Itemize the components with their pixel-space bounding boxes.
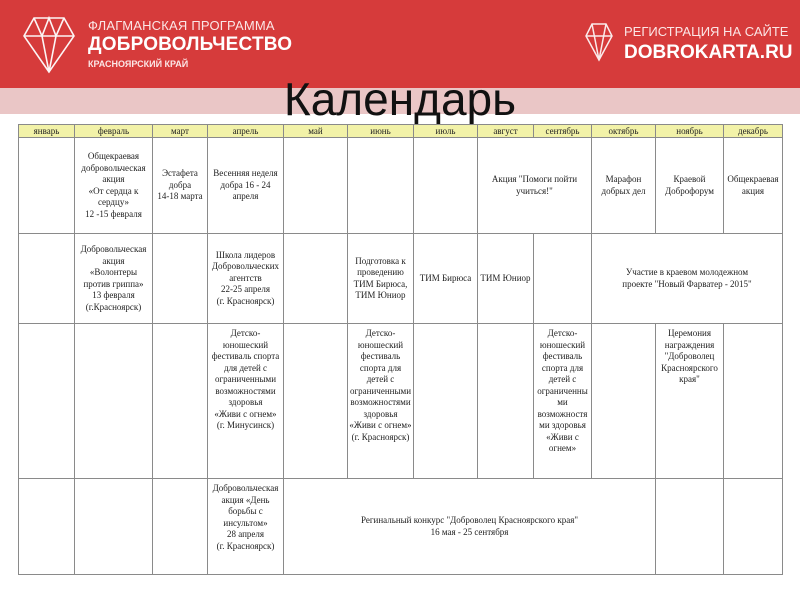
event-text-line: акция xyxy=(741,185,765,196)
empty-cell xyxy=(75,324,153,479)
event-text-line: Общекраевая xyxy=(87,151,140,161)
brand-block xyxy=(88,18,292,69)
empty-cell xyxy=(284,324,348,479)
event-cell xyxy=(153,138,208,234)
event-text-line: ограниченными xyxy=(349,385,412,396)
event-text-line: проведению xyxy=(357,267,404,277)
event-text-line: возможностями xyxy=(350,397,411,407)
event-text-line: добрых дел xyxy=(601,185,646,196)
empty-cell xyxy=(656,479,724,575)
calendar-table xyxy=(18,124,783,575)
calendar-row xyxy=(19,324,783,479)
event-text-line: "Доброволец xyxy=(664,351,715,361)
event-text-line: 12 -15 февраля xyxy=(85,208,142,219)
empty-cell xyxy=(19,234,75,324)
program-line: ФЛАГМАНСКАЯ ПРОГРАММА xyxy=(88,18,275,33)
event-text-line: Красноярского xyxy=(661,362,718,373)
event-text-line: Марафон xyxy=(605,174,642,184)
event-cell xyxy=(348,324,414,479)
event-text-line: акция «День xyxy=(221,494,270,505)
empty-cell xyxy=(478,324,534,479)
event-text-line: для детей с xyxy=(223,362,268,373)
event-cell xyxy=(75,138,153,234)
event-cell xyxy=(592,138,656,234)
calendar-row xyxy=(19,234,783,324)
month-header: апрель xyxy=(208,125,284,138)
month-header: октябрь xyxy=(592,125,656,138)
event-cell xyxy=(208,479,284,575)
event-text-line: апреля xyxy=(232,191,259,202)
event-text-line: акция xyxy=(102,255,125,266)
event-cell xyxy=(478,234,534,324)
empty-cell xyxy=(592,324,656,479)
event-text-line: Детско- xyxy=(547,328,578,338)
event-cell xyxy=(478,138,592,234)
event-text-line: спорта для xyxy=(359,362,402,373)
event-text-line: (г.Красноярск) xyxy=(85,301,142,312)
event-cell xyxy=(656,324,724,479)
event-text-line: юношеский xyxy=(539,339,586,350)
event-text-line: проекте "Новый Фарватер - 2015" xyxy=(622,278,752,289)
event-text-line: фестиваль спорта xyxy=(211,351,280,361)
event-text-line: ограниченными xyxy=(214,374,277,384)
event-text-line: ТИМ Бирюса, xyxy=(353,278,408,289)
event-text-line: ми xyxy=(557,397,568,407)
event-text-line: юношеский xyxy=(357,339,404,350)
event-text-line: Школа лидеров xyxy=(215,249,276,260)
calendar-row xyxy=(19,138,783,234)
event-text-line: против гриппа» xyxy=(83,278,144,289)
event-text-line: «От сердца к xyxy=(88,185,139,196)
event-text-line: 28 апреля xyxy=(226,529,265,539)
event-text-line: добра xyxy=(168,179,192,190)
registration-block xyxy=(624,24,793,64)
empty-cell xyxy=(75,479,153,575)
empty-cell xyxy=(153,479,208,575)
empty-cell xyxy=(284,234,348,324)
empty-cell xyxy=(414,324,478,479)
event-text-line: Добровольческая xyxy=(212,483,279,493)
event-text-line: (г. Красноярск) xyxy=(216,540,275,551)
month-header: ноябрь xyxy=(656,125,724,138)
event-text-line: (г. Минусинск) xyxy=(216,420,275,430)
month-header: август xyxy=(478,125,534,138)
event-text-line: 22-25 апреля xyxy=(220,284,271,295)
month-header: май xyxy=(284,125,348,138)
month-header: декабрь xyxy=(724,125,783,138)
month-header: март xyxy=(153,125,208,138)
empty-cell xyxy=(153,324,208,479)
event-cell xyxy=(534,324,592,479)
event-text-line: учиться!" xyxy=(516,185,553,196)
event-text-line: «Живи с огнем» xyxy=(214,408,277,419)
event-cell xyxy=(348,234,414,324)
month-header: сентябрь xyxy=(534,125,592,138)
event-text-line: ограниченны xyxy=(537,385,588,396)
empty-cell xyxy=(724,324,783,479)
event-text-line: добра 16 - 24 xyxy=(220,179,271,190)
event-text-line: спорта для xyxy=(541,362,584,373)
event-text-line: (г. Красноярск) xyxy=(351,431,410,442)
program-name: ДОБРОВОЛЬЧЕСТВО xyxy=(88,34,293,55)
event-text-line: «Живи с огнем» xyxy=(349,420,412,430)
register-site-link[interactable]: DOBROKARTA.RU xyxy=(624,42,793,63)
event-text-line: Эстафета xyxy=(162,168,198,179)
month-header: январь xyxy=(19,125,75,138)
event-text-line: здоровья xyxy=(228,397,263,407)
event-text-line: добровольческая xyxy=(81,162,146,173)
event-text-line: ТИМ Юниор xyxy=(480,272,531,283)
event-cell xyxy=(656,138,724,234)
event-text-line: фестиваль xyxy=(360,351,401,361)
event-text-line: детей с xyxy=(548,374,577,384)
event-cell xyxy=(208,324,284,479)
calendar-row xyxy=(19,479,783,575)
event-text-line: агентств xyxy=(229,272,262,283)
months-header-row xyxy=(19,125,783,138)
event-text-line: ТИМ Бирюса xyxy=(419,272,472,283)
empty-cell xyxy=(534,234,592,324)
event-text-line: возможностями xyxy=(215,385,276,396)
empty-cell xyxy=(284,138,348,234)
event-cell xyxy=(592,234,783,324)
event-text-line: Подготовка к xyxy=(355,255,406,266)
empty-cell xyxy=(19,324,75,479)
event-text-line: возможностя xyxy=(537,408,588,419)
event-text-line: сердцу» xyxy=(97,197,130,207)
event-text-line: награждения xyxy=(664,339,715,350)
event-text-line: Детско- xyxy=(365,328,396,338)
empty-cell xyxy=(348,138,414,234)
event-text-line: Регинальный конкурс "Доброволец Красноярского края" xyxy=(360,515,579,525)
event-text-line: огнем» xyxy=(548,443,577,453)
event-text-line: борьбы с xyxy=(228,506,263,516)
diamond-outline-icon xyxy=(585,22,613,62)
event-text-line: 16 мая - 25 сентября xyxy=(430,526,509,537)
event-text-line: юношеский xyxy=(222,339,269,350)
event-text-line: фестиваль xyxy=(542,351,583,361)
event-text-line: Краевой xyxy=(673,174,706,184)
empty-cell xyxy=(414,138,478,234)
diamond-logo-icon xyxy=(22,14,76,74)
event-text-line: здоровья xyxy=(363,408,398,419)
event-text-line: Доброфорум xyxy=(664,185,714,196)
event-text-line: Акция "Помоги пойти xyxy=(491,174,578,184)
calendar-table-wrap xyxy=(18,124,782,574)
event-text-line: Церемония xyxy=(668,328,711,338)
event-cell xyxy=(208,234,284,324)
event-cell xyxy=(208,138,284,234)
event-text-line: края" xyxy=(679,374,700,384)
event-cell xyxy=(724,138,783,234)
event-text-line: 14-18 марта xyxy=(157,191,203,202)
event-text-line: акция xyxy=(102,174,125,184)
month-header: июнь xyxy=(348,125,414,138)
register-label: РЕГИСТРАЦИЯ НА САЙТЕ xyxy=(624,24,789,39)
empty-cell xyxy=(19,138,75,234)
event-text-line: Добровольческих xyxy=(211,261,280,272)
event-cell xyxy=(414,234,478,324)
empty-cell xyxy=(19,479,75,575)
event-text-line: «Живи с xyxy=(546,431,579,442)
month-header: июль xyxy=(414,125,478,138)
event-text-line: «Волонтеры xyxy=(89,267,138,277)
page-title: Календарь xyxy=(283,73,517,125)
region-label: КРАСНОЯРСКИЙ КРАЙ xyxy=(88,59,189,69)
event-text-line: Общекраевая xyxy=(727,174,779,184)
event-text-line: ТИМ Юниор xyxy=(355,290,406,300)
month-header: февраль xyxy=(75,125,153,138)
empty-cell xyxy=(724,479,783,575)
event-text-line: ми здоровья xyxy=(539,420,586,430)
event-text-line: Добровольческая xyxy=(80,244,147,254)
event-text-line: Участие в краевом молодежном xyxy=(625,267,749,277)
event-text-line: 13 февраля xyxy=(92,290,135,300)
event-cell xyxy=(75,234,153,324)
event-text-line: инсультом» xyxy=(223,517,268,528)
event-text-line: детей с xyxy=(366,374,395,384)
event-text-line: Детско- xyxy=(230,328,261,338)
event-text-line: (г. Красноярск) xyxy=(216,295,275,306)
event-text-line: Весенняя неделя xyxy=(213,168,278,179)
empty-cell xyxy=(153,234,208,324)
event-cell xyxy=(284,479,656,575)
